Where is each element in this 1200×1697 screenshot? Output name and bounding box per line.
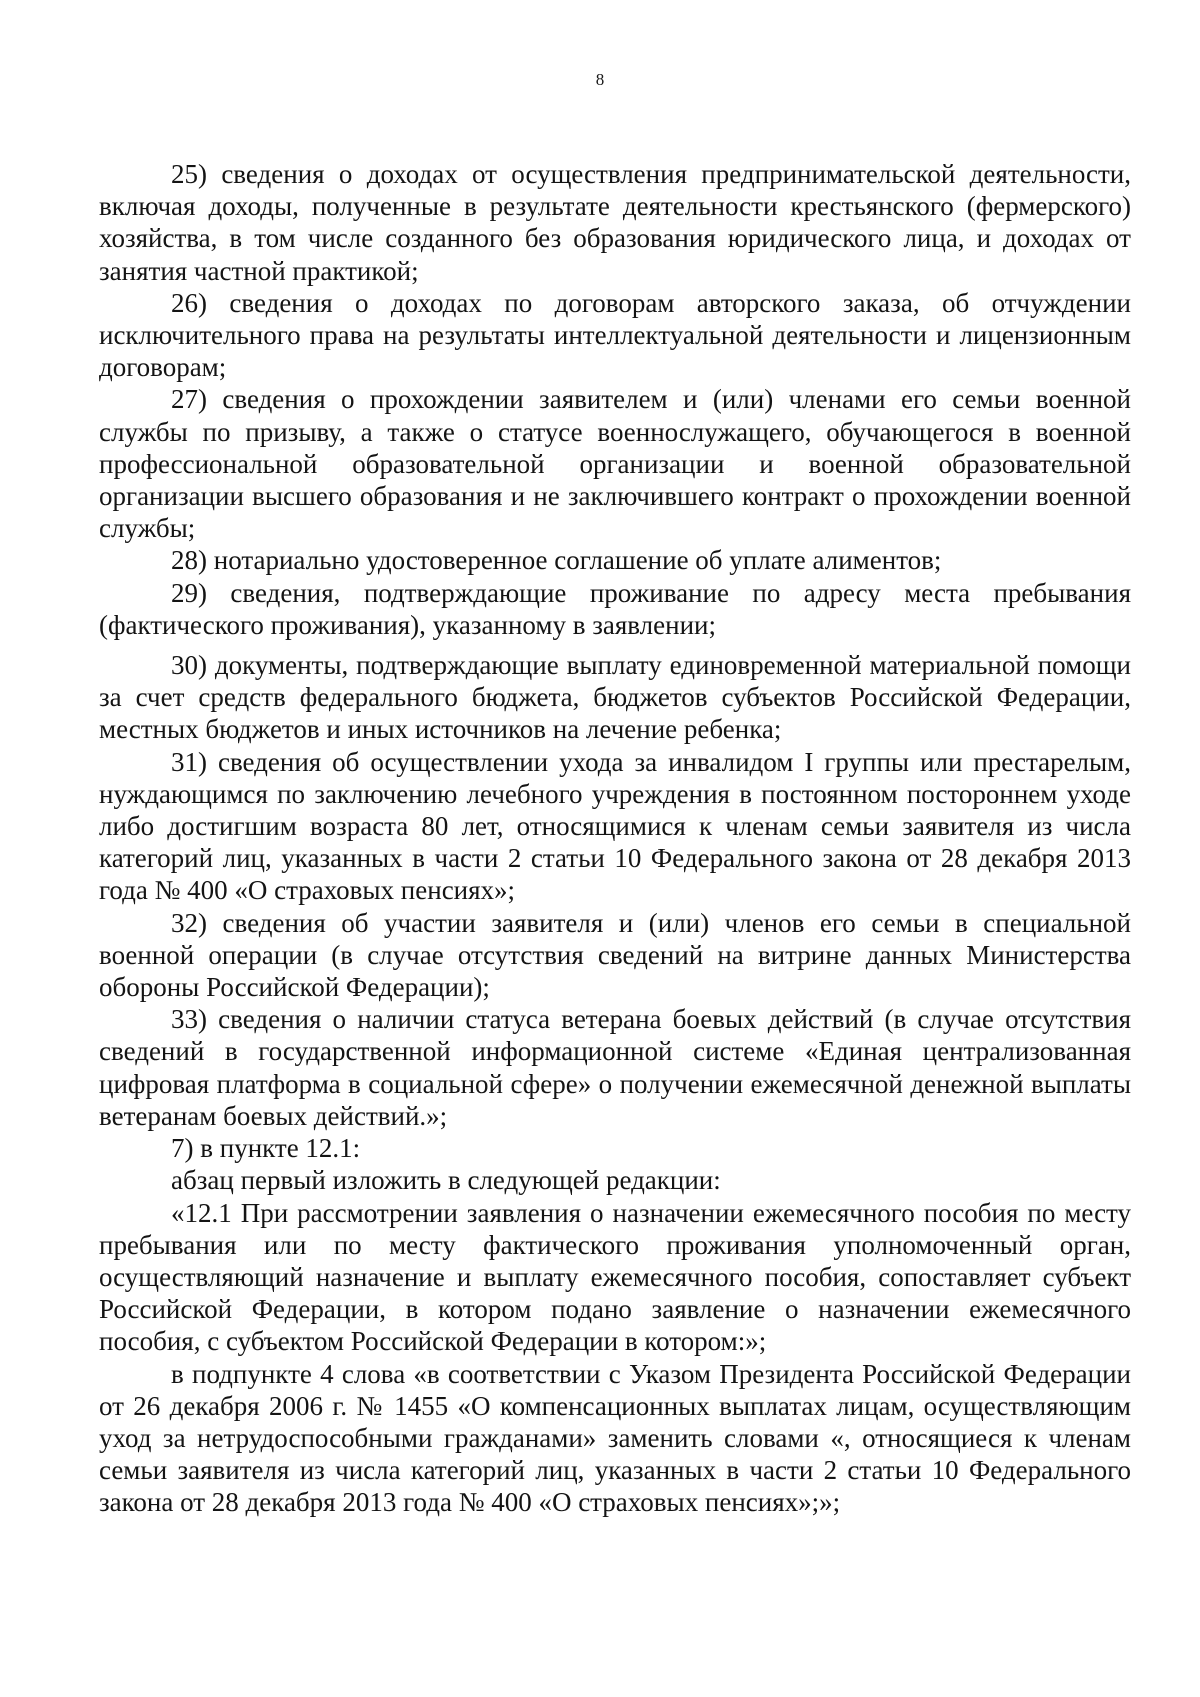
page-number: 8 [595, 70, 605, 89]
paragraph-item-32: 32) сведения об участии заявителя и (или) членов его семьи в специальной военной операции (в случае отсутствия сведений на витрине данных Министерства обороны Российской Федерации); [99, 907, 1131, 1003]
paragraph-item-29: 29) сведения, подтверждающие проживание по адресу места пребывания (фактического проживания), указанному в заявлении; [99, 577, 1131, 640]
paragraph-item-33: 33) сведения о наличии статуса ветерана боевых действий (в случае отсутствия сведений в государственной информационной системе «Единая централизованная цифровая платформа в социальной сфере» о получении ежемесячной денежной выплаты ветеранам боевых действий.»; [99, 1004, 1131, 1131]
paragraph-item-28: 28) нотариально удостоверенное соглашение об уплате алиментов; [171, 545, 942, 576]
paragraph-item-31: 31) сведения об осуществлении ухода за инвалидом I группы или престарелым, нуждающимся по заключению лечебного учреждения в постоянном постороннем уходе либо достигшим возраста 80 лет, относящимися к членам семьи заявителя из числа категорий лиц, указанных в части 2 статьи 10 Федерального закона от 28 декабря 2013 года № 400 «О страховых пенсиях»; [99, 746, 1131, 906]
paragraph-item-30: 30) документы, подтверждающие выплату единовременной материальной помощи за счет средств федерального бюджета, бюджетов субъектов Российской Федерации, местных бюджетов и иных источников на лечение ребенка; [99, 650, 1131, 745]
paragraph-item-26: 26) сведения о доходах по договорам авторского заказа, об отчуждении исключительного права на результаты интеллектуальной деятельности и лицензионным договорам; [99, 287, 1131, 383]
paragraph-point-7: 7) в пункте 12.1: [171, 1133, 361, 1164]
paragraph-instruction: абзац первый изложить в следующей редакции: [171, 1165, 721, 1196]
paragraph-subpoint-4: в подпункте 4 слова «в соответствии с Указом Президента Российской Федерации от 26 декабря 2006 г. № 1455 «О компенсационных выплатах лицам, осуществляющим уход за нетрудоспособными гражданами» заменить словами «, относящиеся к членам семьи заявителя из числа категорий лиц, указанных в части 2 статьи 10 Федерального закона от 28 декабря 2013 года № 400 «О страховых пенсиях»;»; [99, 1358, 1131, 1518]
paragraph-new-wording: «12.1 При рассмотрении заявления о назначении ежемесячного пособия по месту пребывания или по месту фактического проживания уполномоченный орган, осуществляющий назначение и выплату ежемесячного пособия, сопоставляет субъект Российской Федерации, в котором подано заявление о назначении ежемесячного пособия, с субъектом Российской Федерации в котором:»; [99, 1197, 1131, 1357]
paragraph-item-27: 27) сведения о прохождении заявителем и (или) членами его семьи военной службы по призыву, а также о статусе военнослужащего, обучающегося в военной профессиональной образовательной организации и военной образовательной организации высшего образования и не заключившего контракт о прохождении военной службы; [99, 384, 1131, 544]
document-body [99, 158, 1131, 1519]
paragraph-item-25: 25) сведения о доходах от осуществления предпринимательской деятельности, включая доходы, полученные в результате деятельности крестьянского (фермерского) хозяйства, в том числе созданного без образования юридического лица, и доходах от занятия частной практикой; [99, 159, 1131, 286]
